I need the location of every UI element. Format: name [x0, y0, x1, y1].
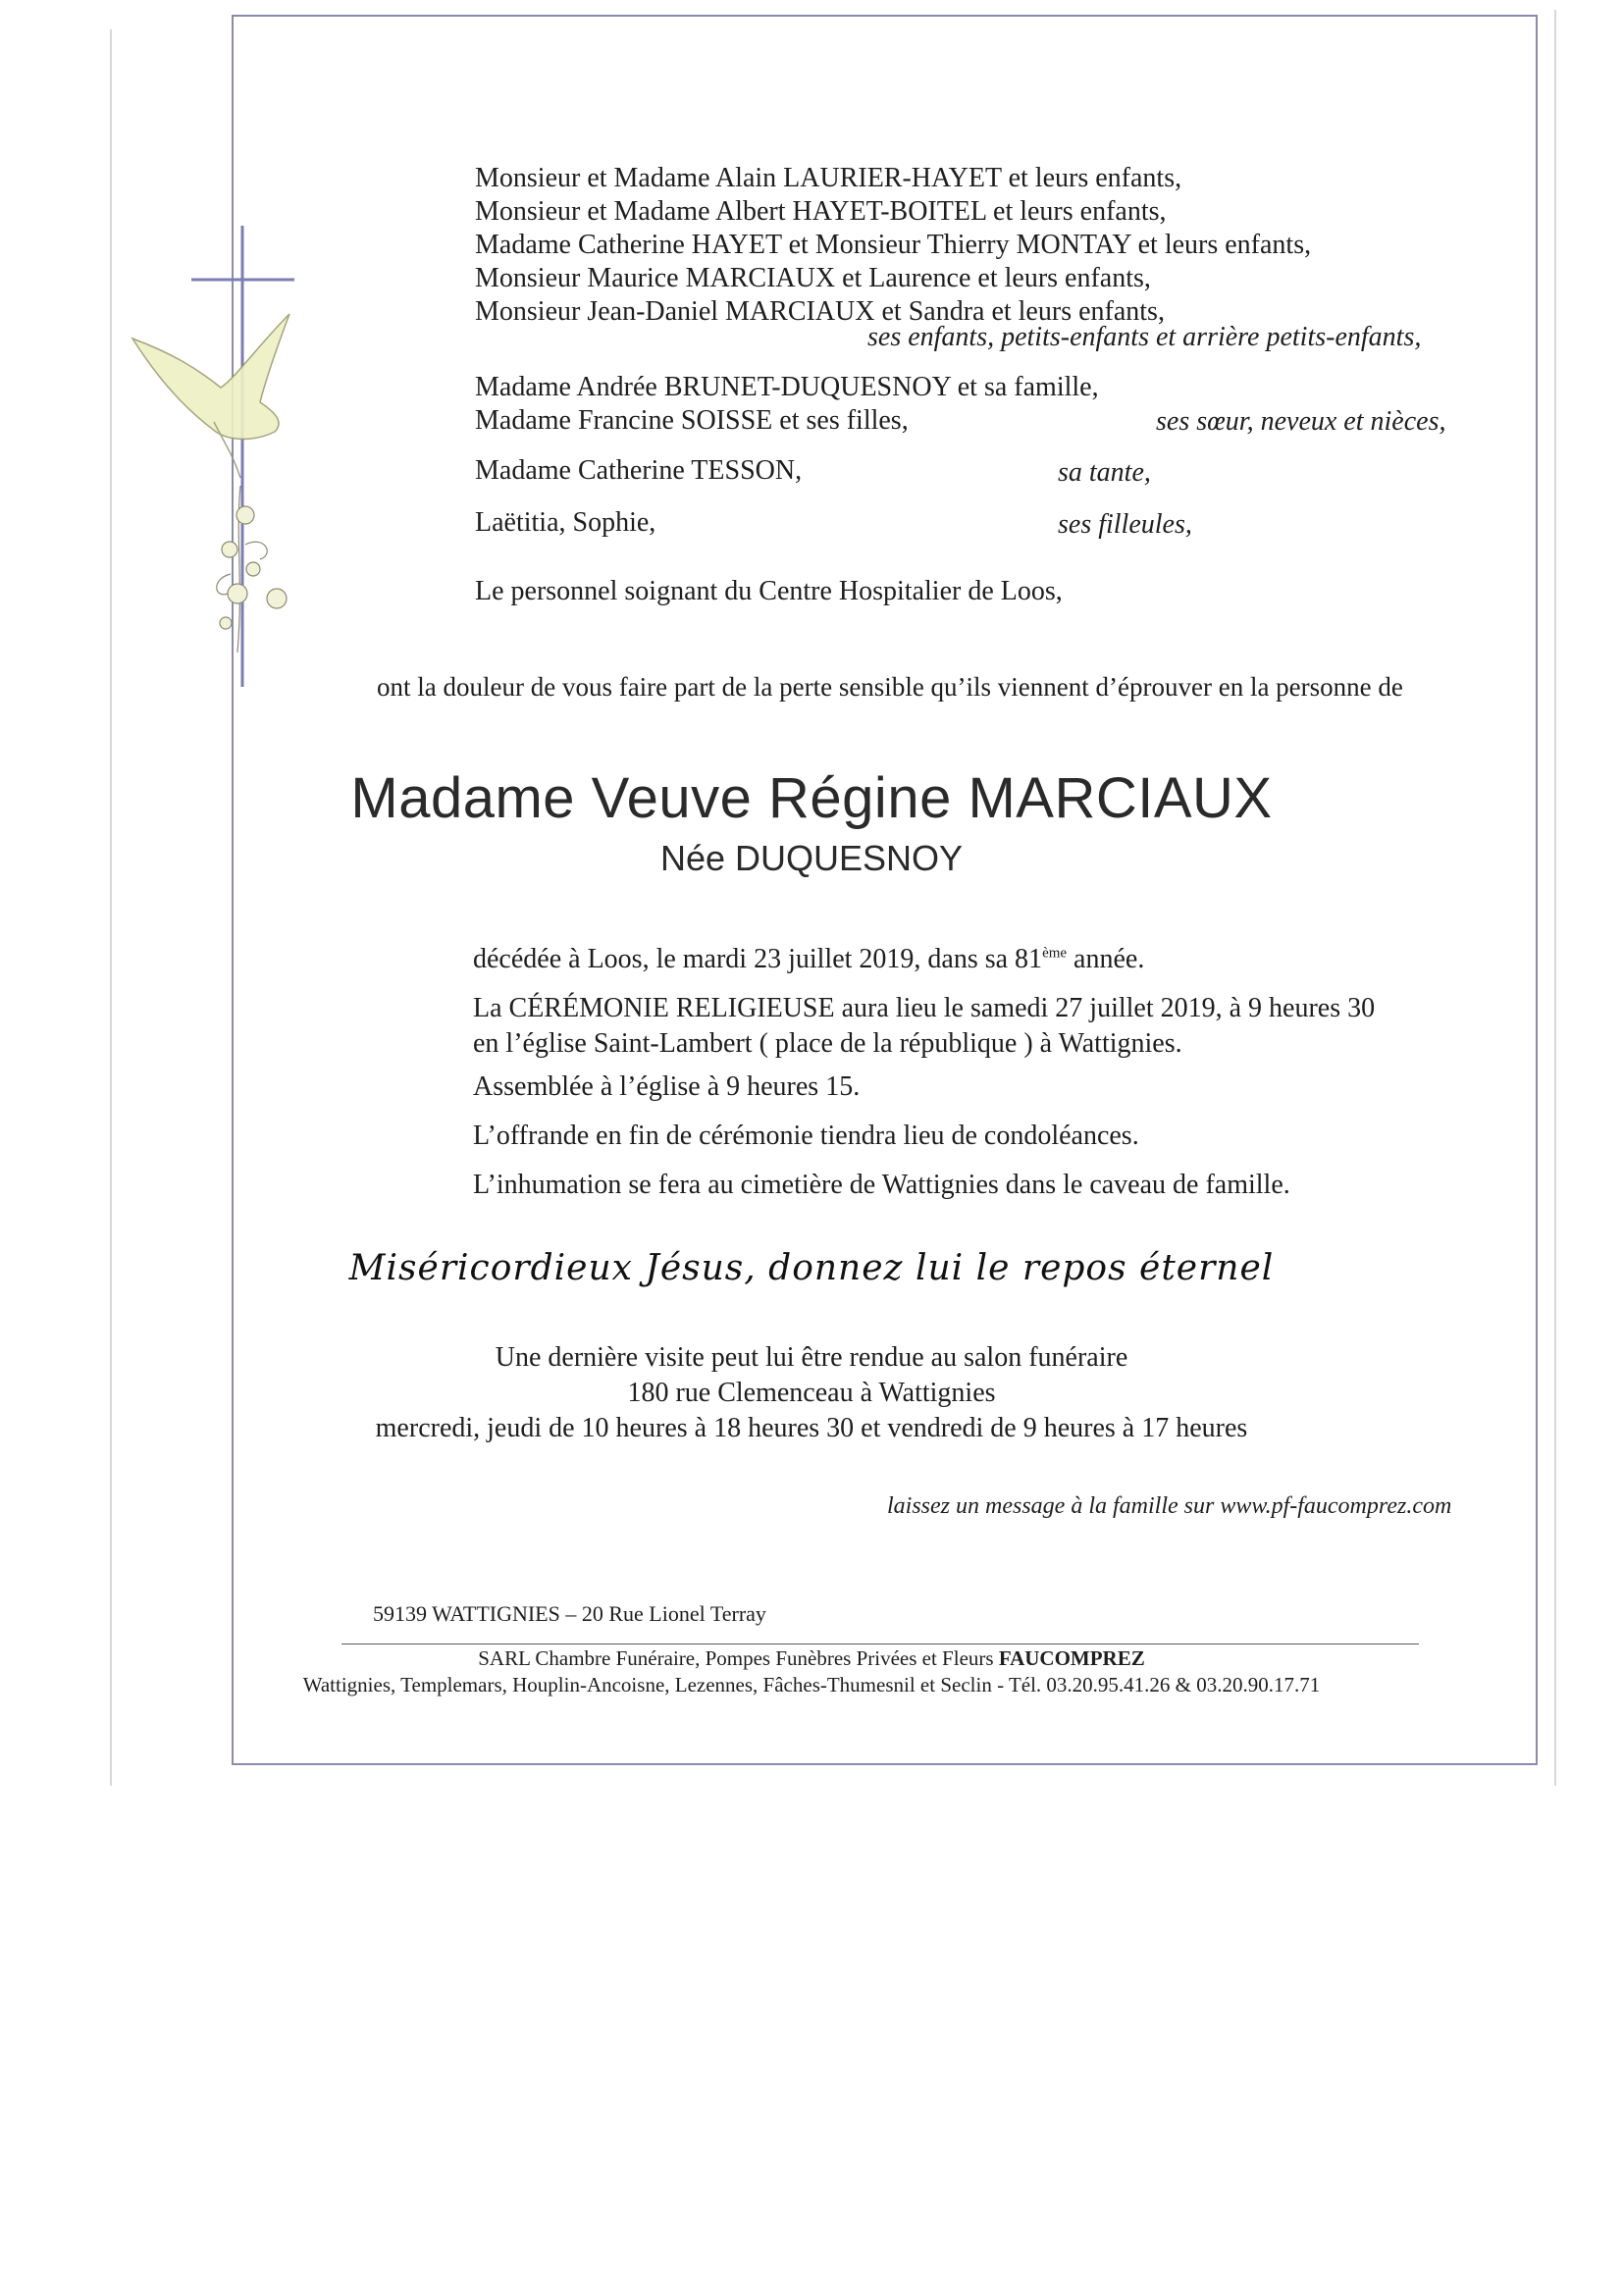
death-text: décédée à Loos, le mardi 23 juillet 2019, dans sa 81: [473, 944, 1043, 974]
aunt-role: sa tante,: [1058, 457, 1151, 488]
family-line: Madame Catherine HAYET et Monsieur Thierry MONTAY et leurs enfants,: [475, 230, 1312, 260]
locations-line: Wattignies, Templemars, Houplin-Ancoisne, Lezennes, Fâches-Thumesnil et Seclin - Tél. 03.20.95.41.26 & 03.20.90.17.71: [302, 1673, 1321, 1696]
siblings-role: ses sœur, neveux et nièces,: [1156, 406, 1446, 437]
right-scan-edge: [1554, 10, 1556, 1786]
family-line: Monsieur Maurice MARCIAUX et Laurence et leurs enfants,: [475, 263, 1151, 293]
family-line: Monsieur et Madame Alain LAURIER-HAYET et leurs enfants,: [475, 163, 1182, 193]
message-line: laissez un message à la famille sur www.pf-faucomprez.com: [887, 1493, 1452, 1519]
company-line: [0, 1646, 1623, 1671]
visit-line: mercredi, jeudi de 10 heures à 18 heures 30 et vendredi de 9 heures à 17 heures: [375, 1413, 1248, 1443]
death-end: année.: [1067, 944, 1145, 974]
goddaughters-role: ses filleules,: [1058, 509, 1192, 540]
goddaughters-name: Laëtitia, Sophie,: [475, 507, 656, 538]
burial-line: L’inhumation se fera au cimetière de Wattignies dans le caveau de famille.: [473, 1170, 1290, 1200]
ceremony-line: en l’église Saint-Lambert ( place de la république ) à Wattignies.: [473, 1028, 1182, 1059]
sibling-line: Madame Andrée BRUNET-DUQUESNOY et sa famille,: [475, 372, 1099, 402]
assembly-line: Assemblée à l’église à 9 heures 15.: [473, 1071, 861, 1102]
company-name: FAUCOMPREZ: [998, 1646, 1145, 1670]
family-lines: [475, 162, 1311, 329]
ceremony-line: La CÉRÉMONIE RELIGIEUSE aura lieu le samedi 27 juillet 2019, à 9 heures 30: [473, 993, 1376, 1023]
left-scan-edge: [110, 29, 112, 1786]
visit-line: Une dernière visite peut lui être rendue au salon funéraire: [495, 1342, 1128, 1373]
children-role: ses enfants, petits-enfants et arrière petits-enfants,: [867, 322, 1422, 352]
address-line: 59139 WATTIGNIES – 20 Rue Lionel Terray: [373, 1601, 766, 1626]
deceased-maiden-name: Née DUQUESNOY: [659, 838, 964, 878]
company-prefix: SARL Chambre Funéraire, Pompes Funèbres Privées et Fleurs: [478, 1646, 999, 1670]
offering-line: L’offrande en fin de cérémonie tiendra lieu de condoléances.: [473, 1121, 1139, 1151]
family-line: Monsieur Jean-Daniel MARCIAUX et Sandra et leurs enfants,: [475, 296, 1165, 327]
family-line: Monsieur et Madame Albert HAYET-BOITEL et leurs enfants,: [475, 196, 1167, 227]
cross-icon: [191, 226, 294, 687]
prayer-line: Miséricordieux Jésus, donnez lui le repos éternel: [348, 1248, 1275, 1288]
ceremony-block: [473, 991, 1375, 1062]
siblings-lines: [475, 371, 1099, 438]
visit-line: 180 rue Clemenceau à Wattignies: [627, 1378, 996, 1408]
cross-dove-ornament: [128, 221, 353, 692]
death-sup: ème: [1042, 945, 1068, 962]
deceased-name: Madame Veuve Régine MARCIAUX: [350, 766, 1273, 830]
flower-sprig-icon: [217, 486, 287, 652]
visit-block: [0, 1340, 1623, 1446]
dove-icon: [132, 314, 289, 478]
sibling-line: Madame Francine SOISSE et ses filles,: [475, 405, 909, 436]
staff-line: Le personnel soignant du Centre Hospitalier de Loos,: [475, 576, 1063, 606]
intro-line: ont la douleur de vous faire part de la perte sensible qu’ils viennent d’éprouver en la personne de: [377, 672, 1403, 702]
death-line: [473, 942, 1144, 977]
aunt-name: Madame Catherine TESSON,: [475, 455, 803, 486]
